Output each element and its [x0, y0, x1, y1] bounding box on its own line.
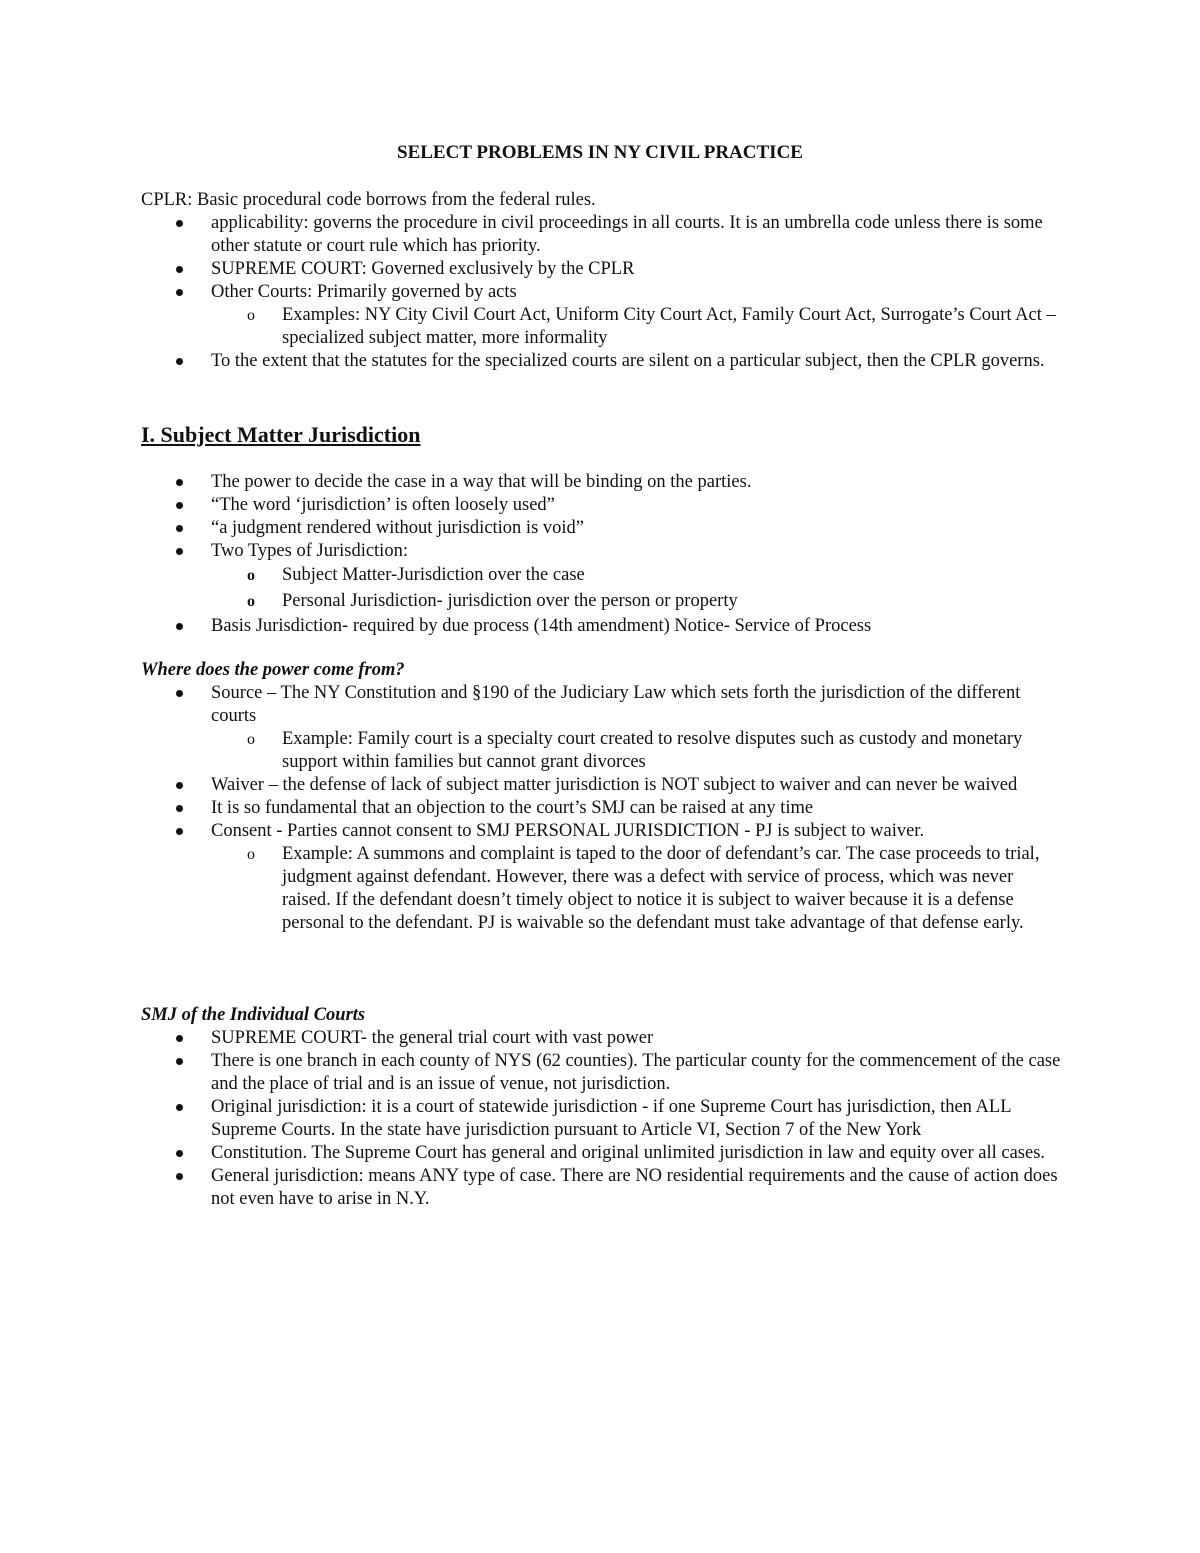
sub-heading: Where does the power come from?	[141, 660, 405, 680]
list-item: Source – The NY Constitution and §190 of the Judiciary Law which sets forth the jurisdiction of the different courts	[141, 682, 1061, 728]
intro-section	[141, 189, 1061, 373]
section-heading: I. Subject Matter Jurisdiction	[141, 422, 421, 447]
list-item: To the extent that the statutes for the specialized courts are silent on a particular subject, then the CPLR governs.	[141, 350, 1061, 373]
list-item: Constitution. The Supreme Court has general and original unlimited jurisdiction in law and equity over all cases.	[141, 1142, 1061, 1165]
smj-section	[141, 1004, 1061, 1211]
list-sub-item: o Example: Family court is a specialty court created to resolve disputes such as custody and monetary support within families but cannot grant divorces	[141, 728, 1061, 774]
power-section	[141, 659, 1061, 935]
subject-matter-list	[141, 471, 1061, 638]
list-item: Original jurisdiction: it is a court of statewide jurisdiction - if one Supreme Court has jurisdiction, then ALL Supreme Courts. In the state have jurisdiction pursuant to Article VI, Section 7 of the New York	[141, 1096, 1061, 1142]
intro-list	[141, 212, 1061, 373]
list-item: SUPREME COURT- the general trial court with vast power	[141, 1027, 1061, 1050]
list-item: Basis Jurisdiction- required by due process (14th amendment) Notice- Service of Process	[141, 615, 1061, 638]
subject-matter-section	[141, 421, 1061, 449]
document-title: SELECT PROBLEMS IN NY CIVIL PRACTICE	[397, 142, 803, 163]
list-item: It is so fundamental that an objection to the court’s SMJ can be raised at any time	[141, 797, 1061, 820]
list-sub-item: o Subject Matter-Jurisdiction over the case	[141, 564, 1061, 587]
list-item: applicability: governs the procedure in civil proceedings in all courts. It is an umbrella code unless there is some other statute or court rule which has priority.	[141, 212, 1061, 258]
intro-lead: CPLR: Basic procedural code borrows from the federal rules.	[141, 190, 596, 210]
list-item: “The word ‘jurisdiction’ is often loosely used”	[141, 494, 1061, 517]
list-item: Waiver – the defense of lack of subject matter jurisdiction is NOT subject to waiver and can never be waived	[141, 774, 1061, 797]
sub-heading: SMJ of the Individual Courts	[141, 1005, 366, 1025]
list-item: Two Types of Jurisdiction:	[141, 540, 1061, 563]
list-item: SUPREME COURT: Governed exclusively by the CPLR	[141, 258, 1061, 281]
list-item: Consent - Parties cannot consent to SMJ PERSONAL JURISDICTION - PJ is subject to waiver.	[141, 820, 1061, 843]
list-item: General jurisdiction: means ANY type of case. There are NO residential requirements and the cause of action does not even have to arise in N.Y.	[141, 1165, 1061, 1211]
subject-matter-list-wrap	[141, 471, 1061, 638]
list-sub-item: o Example: A summons and complaint is taped to the door of defendant’s car. The case proceeds to trial, judgment against defendant. However, there was a defect with service of process, which was never raised. If the defendant doesn’t timely object to notice it is subject to waiver because it is a defense personal to the defendant. PJ is waivable so the defendant must take advantage of that defense early.	[141, 843, 1061, 935]
list-item: Other Courts: Primarily governed by acts	[141, 281, 1061, 304]
list-sub-item: o Examples: NY City Civil Court Act, Uniform City Court Act, Family Court Act, Surrogate’s Court Act – specialized subject matter, more informality	[141, 304, 1061, 350]
smj-list	[141, 1027, 1061, 1211]
list-sub-item: o Personal Jurisdiction- jurisdiction over the person or property	[141, 590, 1061, 613]
list-item: There is one branch in each county of NYS (62 counties). The particular county for the commencement of the case and the place of trial and is an issue of venue, not jurisdiction.	[141, 1050, 1061, 1096]
power-list	[141, 682, 1061, 935]
list-item: “a judgment rendered without jurisdiction is void”	[141, 517, 1061, 540]
list-item: The power to decide the case in a way that will be binding on the parties.	[141, 471, 1061, 494]
